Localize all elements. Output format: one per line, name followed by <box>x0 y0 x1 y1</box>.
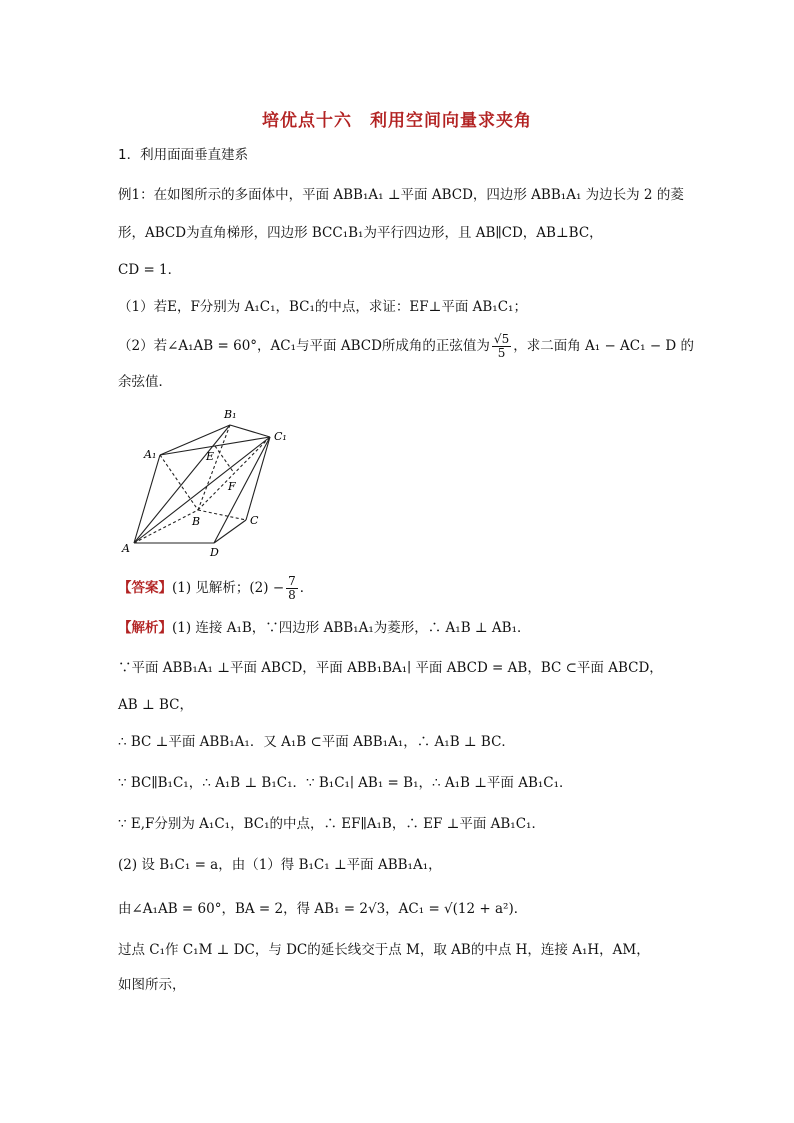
edge-B1C1 <box>230 425 270 437</box>
question-2-post: ，求二面角 A₁ − AC₁ − D 的 <box>513 338 695 354</box>
polyhedron-figure <box>118 400 308 560</box>
label-C1: C₁ <box>274 430 287 443</box>
fraction-numerator: √5 <box>493 332 510 346</box>
answer-end: ． <box>299 580 314 596</box>
question-2-line-2: 余弦值． <box>118 374 172 390</box>
edge-AB <box>134 510 201 543</box>
section-heading: 1．利用面面垂直建系 <box>118 147 249 163</box>
question-2-pre: （2）若∠A₁AB = 60°，AC₁与平面 ABCD所成角的正弦值为 <box>118 338 490 354</box>
edge-EF <box>215 446 234 473</box>
analysis-line-10: 如图所示， <box>118 977 186 993</box>
answer-sign: − <box>272 580 285 596</box>
answer-tag: 【答案】 <box>118 580 172 596</box>
analysis-line-4: ∴ BC ⊥平面 ABB₁A₁．又 A₁B ⊂平面 ABB₁A₁，∴ A₁B ⊥ BC． <box>118 734 515 750</box>
label-E: E <box>206 450 215 463</box>
question-1: （1）若E，F分别为 A₁C₁，BC₁的中点，求证：EF⊥平面 AB₁C₁； <box>118 299 527 315</box>
edge-BB1 <box>198 425 230 510</box>
example-line-3: CD = 1． <box>118 262 182 278</box>
label-B: B <box>192 515 201 528</box>
label-F: F <box>228 480 236 493</box>
analysis-line-6: ∵ E,F分别为 A₁C₁，BC₁的中点，∴ EF∥A₁B，∴ EF ⊥平面 AB₁C₁． <box>118 816 545 832</box>
analysis-line-7: (2) 设 B₁C₁ = a，由（1）得 B₁C₁ ⊥平面 ABB₁A₁， <box>118 857 442 873</box>
question-2 <box>118 333 694 360</box>
edge-AA1 <box>134 455 160 543</box>
edge-BC <box>198 510 246 520</box>
edge-A1B1 <box>160 425 230 455</box>
edge-A1B <box>160 455 198 510</box>
label-A1: A₁ <box>144 448 157 461</box>
analysis-text-1: (1) 连接 A₁B，∵四边形 ABB₁A₁为菱形，∴ A₁B ⊥ AB₁． <box>172 620 531 636</box>
answer-text: (1) 见解析；(2) <box>172 580 269 596</box>
analysis-line-9: 过点 C₁作 C₁M ⊥ DC，与 DC的延长线交于点 M，取 AB的中点 H，连接 A₁H，AM， <box>118 942 650 958</box>
answer-line <box>118 575 313 602</box>
label-B1: B₁ <box>224 408 237 421</box>
sine-fraction <box>492 333 511 360</box>
analysis-tag: 【解析】 <box>118 620 172 636</box>
example-line-1: 例1：在如图所示的多面体中，平面 ABB₁A₁ ⊥平面 ABCD，四边形 ABB₁A₁ 为边长为 2 的菱 <box>118 187 684 203</box>
answer-denominator: 8 <box>288 588 296 602</box>
label-A: A <box>122 542 130 555</box>
example-line-2: 形，ABCD为直角梯形，四边形 BCC₁B₁为平行四边形，且 AB∥CD，AB⊥BC， <box>118 225 603 241</box>
edge-AB1 <box>134 425 230 543</box>
answer-fraction <box>286 575 298 602</box>
analysis-line-5: ∵ BC∥B₁C₁，∴ A₁B ⊥ B₁C₁．∵ B₁C₁∣ AB₁ = B₁，∴ A₁B ⊥平面 AB₁C₁． <box>118 775 573 791</box>
label-D: D <box>210 546 219 559</box>
analysis-line-3: AB ⊥ BC， <box>118 697 193 713</box>
polyhedron-diagram <box>118 400 308 560</box>
edge-DC <box>214 520 246 543</box>
analysis-line-2: ∵平面 ABB₁A₁ ⊥平面 ABCD，平面 ABB₁BA₁∣ 平面 ABCD = AB，BC ⊂平面 ABCD， <box>118 660 663 676</box>
label-C: C <box>250 514 259 527</box>
analysis-line-1 <box>118 618 530 638</box>
page-title: 培优点十六 利用空间向量求夹角 <box>262 111 532 131</box>
analysis-line-8: 由∠A₁AB = 60°，BA = 2，得 AB₁ = 2√3，AC₁ = √(12 + a²)． <box>118 901 528 917</box>
fraction-denominator: 5 <box>497 346 506 360</box>
answer-numerator: 7 <box>288 574 296 588</box>
edge-DC1 <box>214 437 270 543</box>
